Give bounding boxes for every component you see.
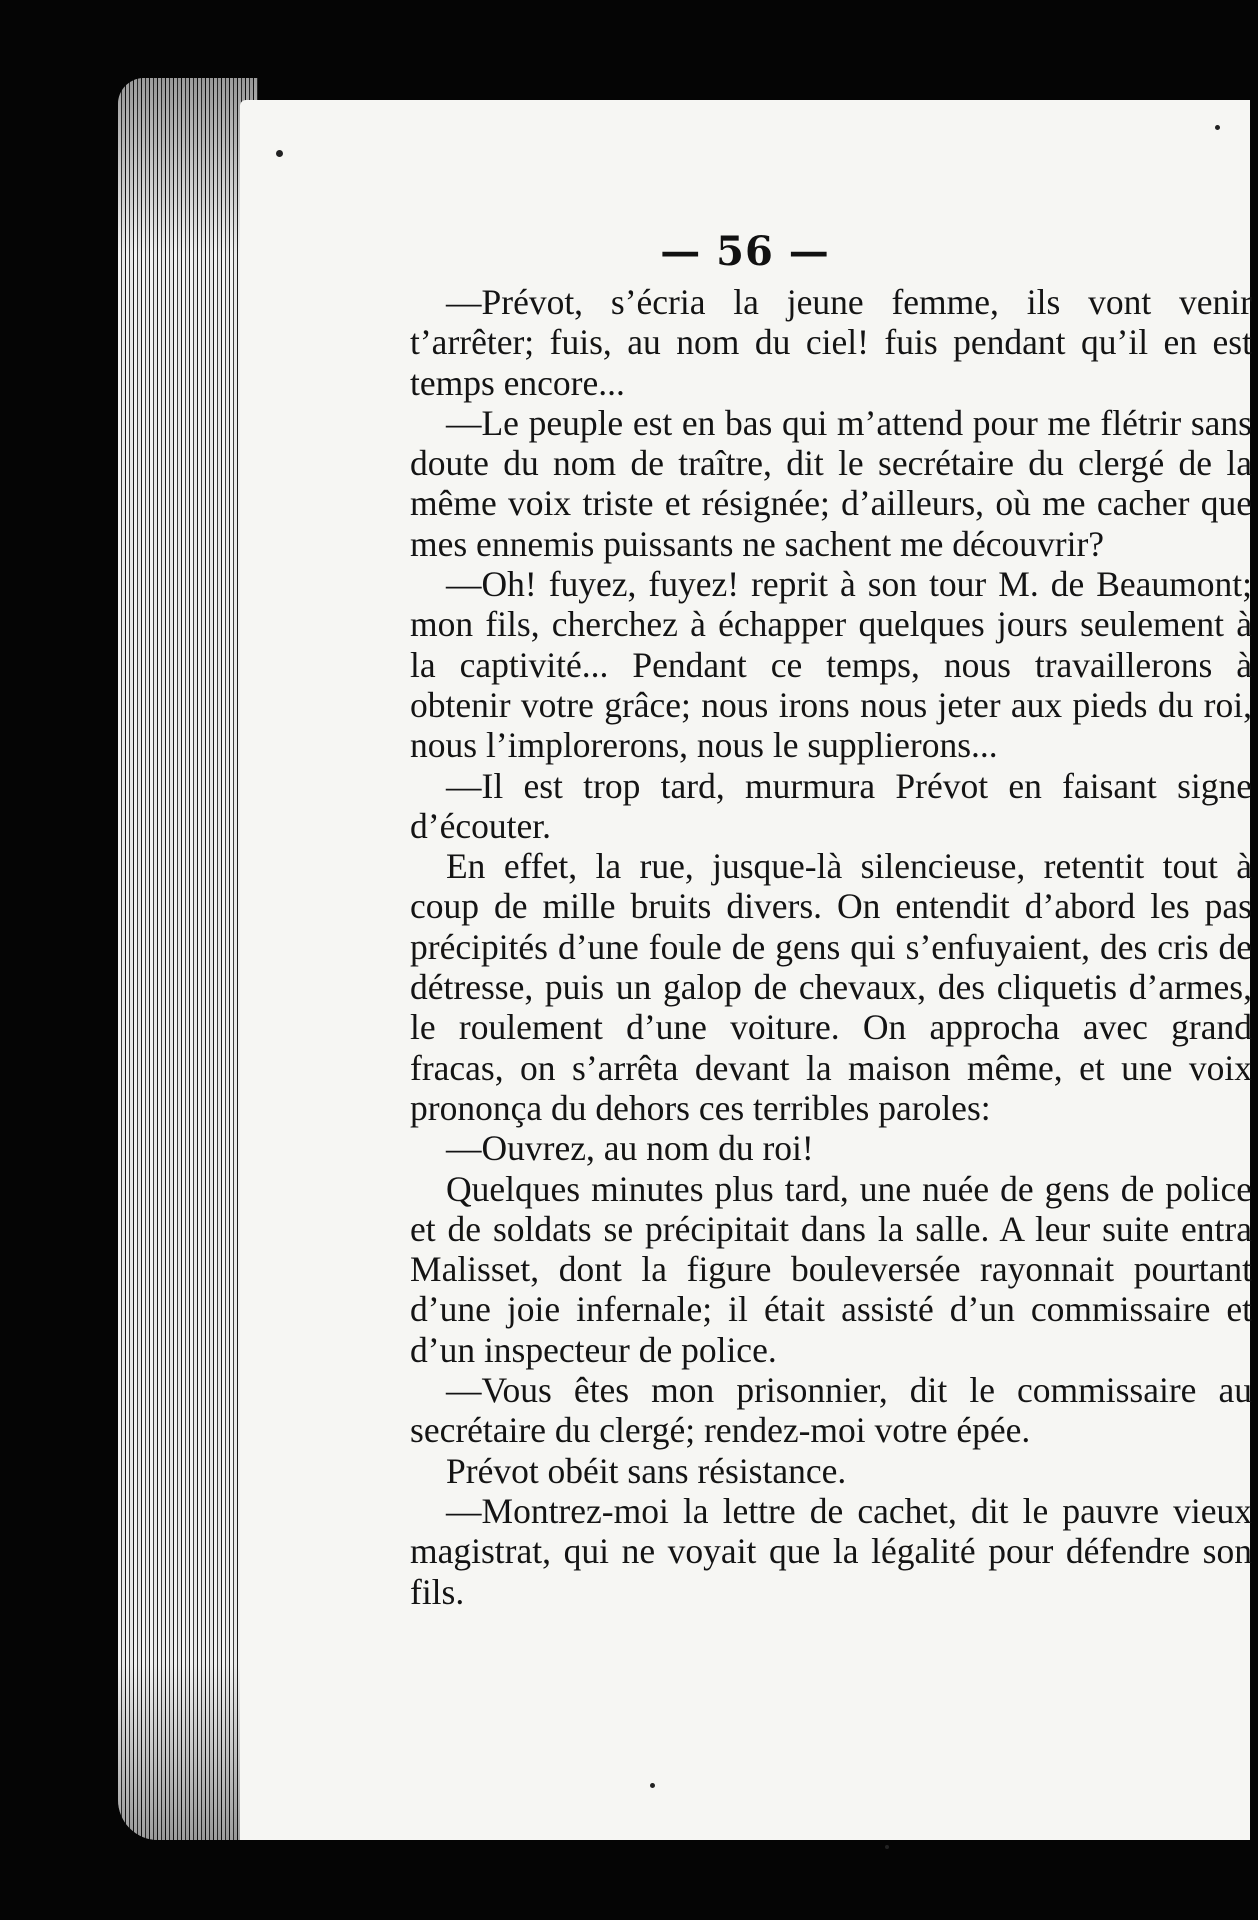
scan-speck: [276, 150, 283, 157]
scan-speck: [1215, 125, 1220, 130]
paragraph: Quelques minutes plus tard, une nuée de gens de police et de soldats se précipitait dans la salle. A leur suite entra Malisset, dont la figure bouleversée rayonnait pourtant d’une joie infernale; il était assisté d’un commissaire et d’un inspecteur de police.: [410, 1168, 1252, 1370]
paragraph: —Il est trop tard, murmura Prévot en faisant signe d’écouter.: [410, 765, 1252, 846]
book-page-edges: [118, 78, 258, 1840]
paragraph: —Le peuple est en bas qui m’attend pour me flétrir sans doute du nom de traître, dit le secrétaire du clergé de la même voix triste et résignée; d’ailleurs, où me cacher que mes ennemis puissants ne sachent me découvrir?: [410, 402, 1252, 564]
paragraph: —Oh! fuyez, fuyez! reprit à son tour M. de Beaumont; mon fils, cherchez à échapper quelques jours seulement à la captivité... Pendant ce temps, nous travaillerons à obtenir votre grâce; nous irons nous jeter aux pieds du roi, nous l’implorerons, nous le supplierons...: [410, 564, 1252, 766]
paragraph: —Prévot, s’écria la jeune femme, ils vont venir t’arrêter; fuis, au nom du ciel! fuis pendant qu’il en est temps encore...: [410, 282, 1252, 403]
paragraph: Prévot obéit sans résistance.: [446, 1450, 847, 1491]
page-number: — 56 —: [660, 228, 830, 275]
paragraph: En effet, la rue, jusque-là silencieuse, retentit tout à coup de mille bruits divers. On entendit d’abord les pas précipités d’une foule de gens qui s’enfuyaient, des cris de détresse, puis un galop de chevaux, des cliquetis d’armes, le roulement d’une voiture. On approcha avec grand fracas, on s’arrêta devant la maison même, et une voix prononça du dehors ces terribles paroles:: [410, 846, 1252, 1128]
scan-speck: [885, 1845, 889, 1849]
paragraph: —Vous êtes mon prisonnier, dit le commissaire au secrétaire du clergé; rendez-moi votre épée.: [410, 1370, 1252, 1451]
page-text-body: [410, 282, 1252, 1612]
scan-speck: [650, 1783, 655, 1788]
paragraph: —Ouvrez, au nom du roi!: [446, 1128, 814, 1169]
paragraph: —Montrez-moi la lettre de cachet, dit le pauvre vieux magistrat, qui ne voyait que la légalité pour défendre son fils.: [410, 1490, 1252, 1612]
book-page: [240, 100, 1250, 1840]
